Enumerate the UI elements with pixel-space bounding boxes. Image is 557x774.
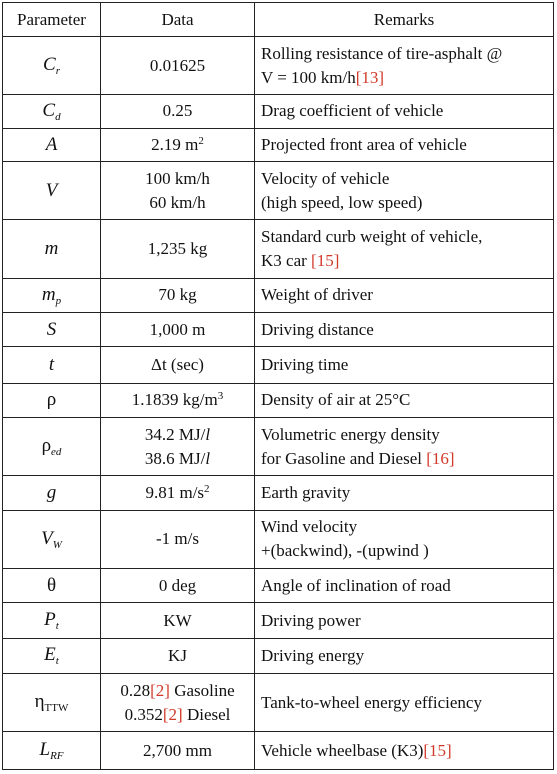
param-cell: A: [3, 128, 101, 161]
data-cell: 0.01625: [101, 37, 255, 95]
data-cell: 1,235 kg: [101, 220, 255, 278]
param-cell: S: [3, 312, 101, 346]
data-cell: 2.19 $m^2$: [101, 128, 255, 161]
remark-cell: Velocity of vehicle (high speed, low speed): [255, 161, 554, 219]
param-cell: $m_p$: [3, 278, 101, 312]
remark-cell: Drag coefficient of vehicle: [255, 95, 554, 128]
data-cell: -1 m/s: [101, 510, 255, 568]
table-row: [3, 128, 554, 161]
table-row: [3, 510, 554, 568]
table-row: [3, 568, 554, 602]
remark-cell: Volumetric energy density for Gasoline and Diesel [16]: [255, 418, 554, 476]
table-row: [3, 278, 554, 312]
header-remarks: Remarks: [255, 3, 554, 37]
param-cell: $E_t$: [3, 638, 101, 673]
param-cell: V: [3, 161, 101, 219]
header-data: Data: [101, 3, 255, 37]
data-cell: 0.28[2] Gasoline 0.352[2] Diesel: [101, 674, 255, 732]
table-row: [3, 603, 554, 638]
remark-cell: Driving time: [255, 347, 554, 383]
data-cell: 34.2 MJ/l 38.6 MJ/l: [101, 418, 255, 476]
reference-link[interactable]: [13]: [355, 67, 385, 87]
reference-link[interactable]: [2]: [150, 680, 170, 700]
remark-cell: Projected front area of vehicle: [255, 128, 554, 161]
data-cell: 2,700 mm: [101, 732, 255, 770]
table-row: [3, 220, 554, 278]
reference-link[interactable]: [15]: [311, 250, 340, 270]
data-cell: 1.1839 $kg/m^3$: [101, 383, 255, 417]
param-cell: ρ: [3, 383, 101, 417]
remark-cell: Driving energy: [255, 638, 554, 673]
param-cell: m: [3, 220, 101, 278]
param-cell: $C_r$: [3, 37, 101, 95]
reference-link[interactable]: [16]: [426, 448, 455, 468]
remark-cell: Density of air at 25°C: [255, 383, 554, 417]
remark-cell: Driving distance: [255, 312, 554, 346]
parameter-table: [2, 2, 554, 770]
param-cell: $\eta_{TTW}$: [3, 674, 101, 732]
remark-cell: Driving power: [255, 603, 554, 638]
data-cell: 9.81 $m/s^2$: [101, 476, 255, 510]
remark-cell: Vehicle wheelbase (K3)[15]: [255, 732, 554, 770]
param-cell: $\rho_{ed}$: [3, 418, 101, 476]
table-row: [3, 732, 554, 770]
table-row: [3, 476, 554, 510]
data-cell: KW: [101, 603, 255, 638]
table-row: [3, 674, 554, 732]
data-cell: 70 kg: [101, 278, 255, 312]
param-cell: g: [3, 476, 101, 510]
data-cell: 100 km/h 60 km/h: [101, 161, 255, 219]
data-cell: 1,000 m: [101, 312, 255, 346]
data-cell: 0 deg: [101, 568, 255, 602]
data-cell: KJ: [101, 638, 255, 673]
remark-cell: Weight of driver: [255, 278, 554, 312]
remark-cell: Wind velocity +(backwind), -(upwind ): [255, 510, 554, 568]
table-row: [3, 312, 554, 346]
remark-cell: Earth gravity: [255, 476, 554, 510]
param-cell: t: [3, 347, 101, 383]
remark-cell: Angle of inclination of road: [255, 568, 554, 602]
remark-cell: Standard curb weight of vehicle, K3 car [15]: [255, 220, 554, 278]
param-cell: $L_{RF}$: [3, 732, 101, 770]
param-cell: θ: [3, 568, 101, 602]
table-row: [3, 347, 554, 383]
reference-link[interactable]: [15]: [423, 740, 452, 760]
remark-cell: Tank-to-wheel energy efficiency: [255, 674, 554, 732]
table-row: [3, 95, 554, 128]
param-cell: $C_d$: [3, 95, 101, 128]
reference-link[interactable]: [2]: [162, 704, 183, 724]
data-cell: Δt (sec): [101, 347, 255, 383]
table-row: [3, 161, 554, 219]
table-row: [3, 418, 554, 476]
table-row: [3, 638, 554, 673]
param-cell: $V_W$: [3, 510, 101, 568]
remark-cell: Rolling resistance of tire-asphalt @ V = 100 km/h[13]: [255, 37, 554, 95]
table-header-row: [3, 3, 554, 37]
header-parameter: Parameter: [3, 3, 101, 37]
param-cell: $P_t$: [3, 603, 101, 638]
table-row: [3, 37, 554, 95]
table-row: [3, 383, 554, 417]
data-cell: 0.25: [101, 95, 255, 128]
